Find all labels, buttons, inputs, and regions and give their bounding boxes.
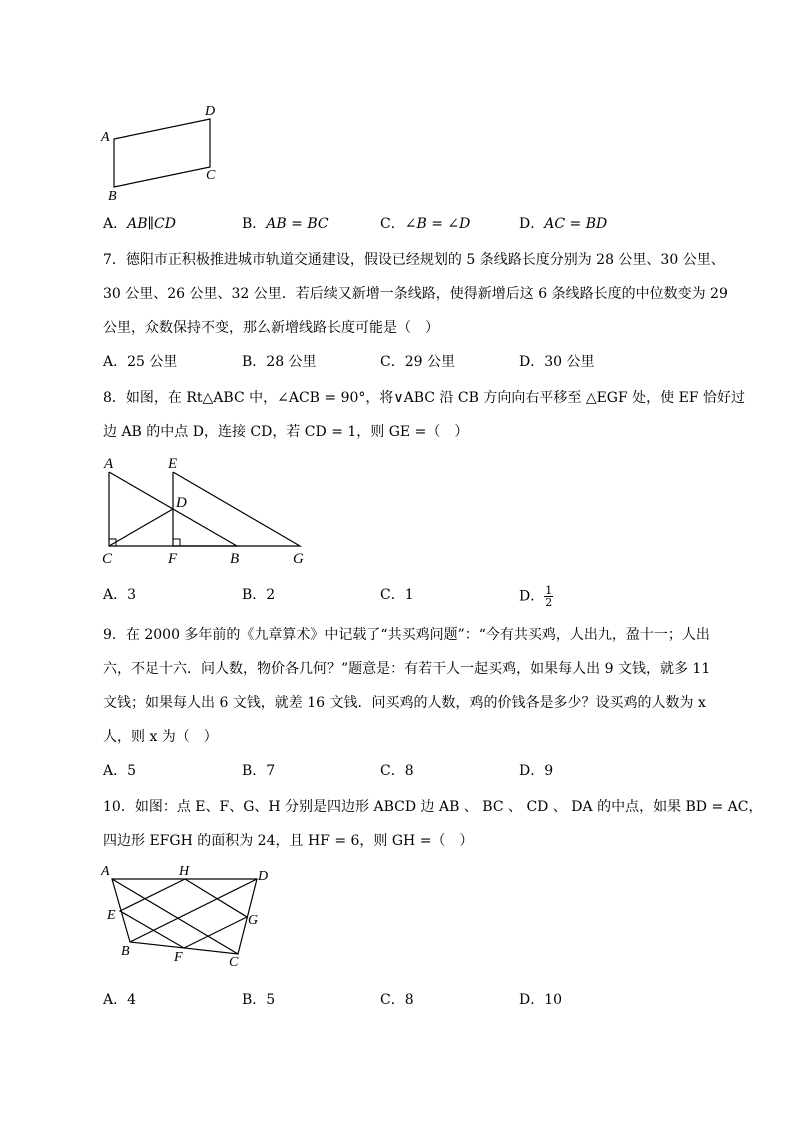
q7-option-b[interactable] [242,352,317,372]
q10-label-d: D [258,869,269,884]
option-letter: B． [242,216,267,232]
q6-label-b: B [108,189,117,204]
q6-label-d: D [205,104,216,119]
option-letter: A． [103,354,128,370]
q8-text-line-1: 8．如图，在 Rt△ABC 中，∠ACB = 90°，将∨ABC 沿 CB 方向向右平移至 △EGF 处，使 EF 恰好过 [103,390,745,406]
option-letter: B． [242,763,267,779]
q8-text-line-2: 边 AB 的中点 D，连接 CD，若 CD = 1，则 GE =（ ） [103,424,469,440]
fraction-denominator: 2 [545,596,553,609]
q8-option-d[interactable] [519,585,553,608]
q7-text-line-1: 7．德阳市正积极推进城市轨道交通建设，假设已经规划的 5 条线路长度分别为 28 公里、30 公里、 [103,252,725,268]
option-text: AC = BD [544,216,608,232]
q7-option-d[interactable] [519,352,595,372]
option-text: 3 [127,587,137,603]
q9-option-c[interactable] [380,761,414,781]
option-text: 30 公里 [544,354,595,370]
option-text: 2 [266,587,276,603]
q7-option-a[interactable] [103,352,177,372]
q8-triangle-figure [95,450,320,570]
option-text: 8 [404,992,414,1008]
option-text: 25 公里 [127,354,178,370]
option-letter: B． [242,354,267,370]
option-text: 28 公里 [266,354,317,370]
q7-option-c[interactable] [380,352,455,372]
option-letter: A． [103,763,128,779]
q10-label-a: A [101,864,110,879]
q8-option-b[interactable] [242,585,275,605]
q8-option-c[interactable] [380,585,414,605]
option-letter: C． [380,992,405,1008]
q9-text-line-4: 人，则 x 为（ ） [103,729,218,745]
q10-label-e: E [107,908,116,923]
q6-label-a: A [101,130,110,145]
q10-text-line-2: 四边形 EFGH 的面积为 24，且 HF = 6，则 GH =（ ） [103,833,474,849]
option-letter: B． [242,992,267,1008]
option-text: 4 [127,992,137,1008]
option-letter: D． [519,763,545,779]
option-letter: C． [380,587,405,603]
option-letter: C． [380,354,405,370]
q8-label-g: G [293,551,304,567]
option-text: 5 [266,992,276,1008]
q6-parallelogram-figure [95,100,235,205]
q7-text-line-3: 公里，众数保持不变，那么新增线路长度可能是（ ） [103,320,439,336]
q10-label-c: C [229,955,239,970]
option-letter: A． [103,587,128,603]
option-text: 29 公里 [404,354,455,370]
q6-option-b[interactable] [242,214,329,234]
q9-option-b[interactable] [242,761,275,781]
option-text: AB = BC [266,216,329,232]
q10-label-g: G [248,913,259,928]
option-text: 8 [404,763,414,779]
option-letter: C． [380,763,405,779]
option-letter: C． [380,216,405,232]
q8-label-a: A [104,456,114,472]
q10-label-h: H [179,864,190,879]
q9-option-a[interactable] [103,761,136,781]
q10-label-b: B [121,944,130,959]
option-text: 1 [404,587,414,603]
q8-label-e: E [168,456,178,472]
option-text: 9 [544,763,554,779]
option-letter: D． [519,216,545,232]
q8-label-c: C [102,551,113,567]
q10-option-b[interactable] [242,990,275,1010]
option-letter: D． [519,354,545,370]
q6-label-c: C [206,168,216,183]
option-text: 10 [544,992,563,1008]
option-letter: B． [242,587,267,603]
q9-option-d[interactable] [519,761,553,781]
q10-text-line-1: 10．如图：点 E、F、G、H 分别是四边形 ABCD 边 AB 、 BC 、 CD 、 DA 的中点，如果 BD = AC， [103,799,763,815]
option-letter: A． [103,216,128,232]
option-text: 7 [266,763,276,779]
q6-option-c[interactable] [380,214,470,234]
q10-option-d[interactable] [519,990,562,1010]
q8-label-b: B [230,551,240,567]
option-letter: D． [519,588,545,605]
q6-option-d[interactable] [519,214,607,234]
q6-option-a[interactable] [103,214,176,234]
q9-text-line-3: 文钱；如果每人出 6 文钱，就差 16 文钱．问买鸡的人数，鸡的价钱各是多少？设买鸡的人数为 x [103,695,706,711]
q8-label-f: F [168,551,178,567]
option-text: ∠B = ∠D [404,216,471,232]
q9-text-line-1: 9．在 2000 多年前的《九章算术》中记载了“共买鸡问题”：“今有共买鸡，人出九，盈十一；人出 [103,627,710,643]
q8-option-a[interactable] [103,585,136,605]
q10-option-a[interactable] [103,990,136,1010]
option-letter: D． [519,992,545,1008]
q10-label-f: F [174,950,183,965]
q10-quadrilateral-figure [95,862,280,972]
q8-label-d: D [176,495,187,511]
q7-text-line-2: 30 公里、26 公里、32 公里．若后续又新增一条线路，使得新增后这 6 条线路长度的中位数变为 29 [103,286,728,302]
fraction [544,585,553,608]
option-text: 5 [127,763,137,779]
option-letter: A． [103,992,128,1008]
q10-option-c[interactable] [380,990,414,1010]
option-text: AB∥CD [127,216,176,232]
q9-text-line-2: 六，不足十六．问人数，物价各几何？”题意是：有若干人一起买鸡，如果每人出 9 文钱，就多 11 [103,661,711,677]
fraction-numerator: 1 [545,584,553,597]
